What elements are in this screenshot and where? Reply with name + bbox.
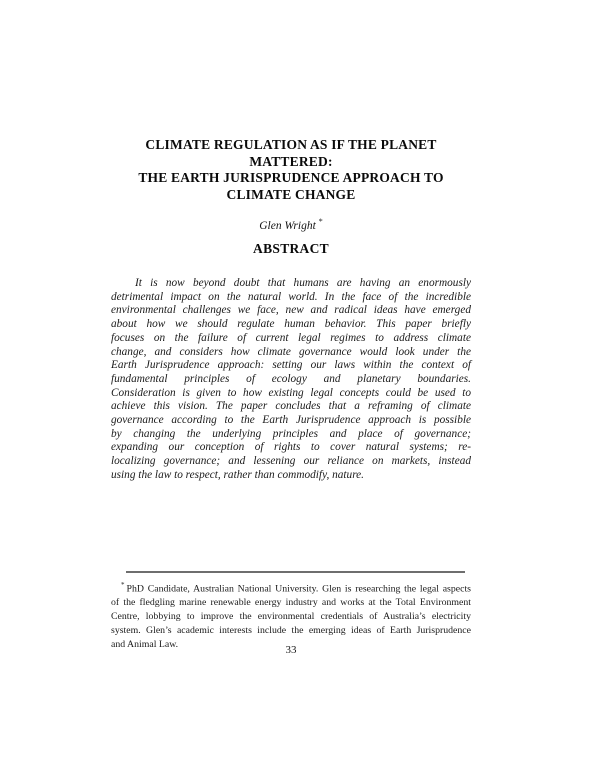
text-line: by changing the underlying principles and place of governance; [111,427,471,440]
text-line: of the fledgling marine renewable energy industry and works at the Total Environment [111,597,471,609]
page-number: 33 [285,644,297,656]
text-line: system. Glen’s academic interests include the emerging ideas of Earth Jurisprudence [111,625,471,637]
text-line: and Animal Law. [111,639,179,651]
text-line: CLIMATE REGULATION AS IF THE PLANET [145,137,437,152]
text-line: using the law to respect, rather than commodify, nature. [111,468,365,481]
text-line: Earth Jurisprudence approach: setting our laws within the context of [111,359,471,372]
text-line: achieve this vision. The paper concludes that a reframing of climate [111,400,471,413]
text-line: environmental challenges we face, new and radical ideas have emerged [111,304,471,317]
text-line: Centre, lobbying to improve the environmental credentials of Australia’s electricity [111,611,471,623]
text-line: change, and considers how climate governance would look under the [111,345,471,358]
text-line: It is now beyond doubt that humans are having an enormously [135,277,471,289]
text-line: governance according to the Earth Jurisprudence approach is possible [111,414,471,427]
text-line: * PhD Candidate, Australian National University. Glen is researching the legal aspects [121,581,471,595]
author-line [111,215,471,233]
text-line: THE EARTH JURISPRUDENCE APPROACH TO [138,170,444,185]
author-name: Glen Wright [259,219,316,232]
text-line: focuses on the failure of current legal regimes to address climate [111,331,471,344]
text-line: Consideration is given to how existing legal concepts could be used to [111,386,471,399]
text-line: expanding our conception of rights to cover natural systems; re- [111,441,471,454]
abstract-heading: ABSTRACT [253,241,329,256]
footnote-separator [126,571,465,573]
author-footnote-marker: * [318,217,323,226]
text-line: detrimental impact on the natural world. In the face of the incredible [111,290,471,303]
text-line: localizing governance; and lessening our reliance on markets, instead [111,455,471,468]
text-line: fundamental principles of ecology and planetary boundaries. [111,372,471,385]
footnote-marker: * [121,581,125,589]
footnote-text [111,578,471,652]
text-line: MATTERED: [249,153,333,169]
paper-title [111,137,471,203]
text-line: about how we should regulate human behavior. This paper briefly [111,318,471,331]
text-line: CLIMATE CHANGE [226,186,356,202]
abstract-text [111,277,471,483]
